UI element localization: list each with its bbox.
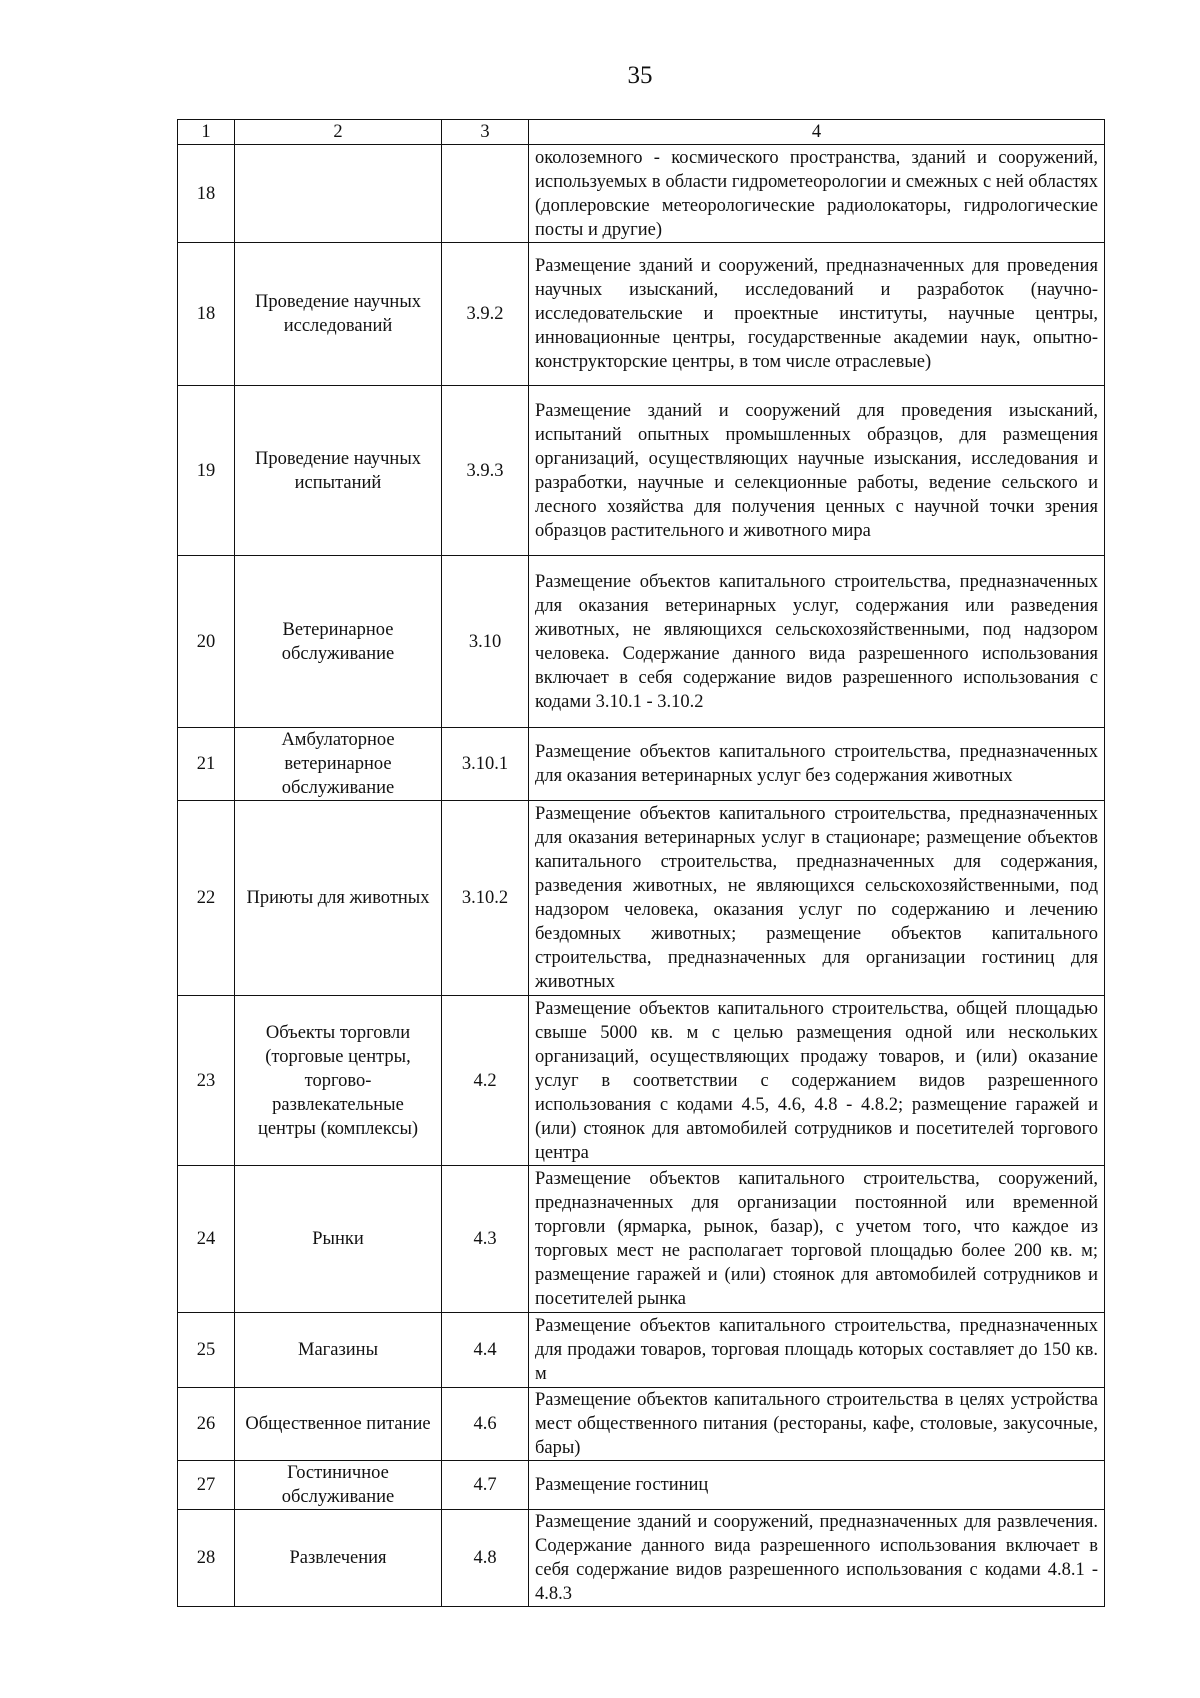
row-description: Размещение зданий и сооружений для проведения изысканий, испытаний опытных промышленных образцов, для размещения организаций, осуществляющих научные изыскания, исследования и разработки, научные и селекционные работы, ведение сельского и лесного хозяйства для получения ценных с научной точки зрения образцов растительного и животного мира (529, 386, 1105, 556)
row-number: 25 (178, 1313, 235, 1388)
table-row (178, 1388, 1105, 1461)
row-description: Размещение гостиниц (529, 1461, 1105, 1510)
row-number: 21 (178, 728, 235, 801)
row-number: 23 (178, 996, 235, 1166)
row-description: Размещение зданий и сооружений, предназначенных для развлечения. Содержание данного вида разрешенного использования включает в себя содержание видов разрешенного использования с кодами 4.8.1 - 4.8.3 (529, 1510, 1105, 1607)
row-name: Магазины (235, 1313, 442, 1388)
row-code: 4.7 (442, 1461, 529, 1510)
row-name: Развлечения (235, 1510, 442, 1607)
table-row (178, 1166, 1105, 1313)
row-code: 4.4 (442, 1313, 529, 1388)
row-number: 20 (178, 556, 235, 728)
row-code: 3.10 (442, 556, 529, 728)
row-description: Размещение зданий и сооружений, предназначенных для проведения научных изысканий, исследований и разработок (научно-исследовательские и проектные институты, научные центры, инновационные центры, государственные академии наук, опытно-конструкторские центры, в том числе отраслевые) (529, 243, 1105, 386)
row-description: Размещение объектов капитального строительства в целях устройства мест общественного питания (рестораны, кафе, столовые, закусочные, бары) (529, 1388, 1105, 1461)
row-number: 28 (178, 1510, 235, 1607)
row-name (235, 145, 442, 243)
row-number: 27 (178, 1461, 235, 1510)
row-code: 4.3 (442, 1166, 529, 1313)
row-code: 3.10.2 (442, 801, 529, 996)
header-cell: 3 (442, 120, 529, 145)
table-row (178, 1313, 1105, 1388)
row-code: 3.9.2 (442, 243, 529, 386)
header-cell: 1 (178, 120, 235, 145)
row-description: околоземного - космического пространства, зданий и сооружений, используемых в области гидрометеорологии и смежных с ней областях (доплеровские метеорологические радиолокаторы, гидрологические посты и другие) (529, 145, 1105, 243)
row-code: 4.8 (442, 1510, 529, 1607)
table-row (178, 1510, 1105, 1607)
row-code: 3.10.1 (442, 728, 529, 801)
table-row (178, 386, 1105, 556)
row-number: 22 (178, 801, 235, 996)
row-description: Размещение объектов капитального строительства, общей площадью свыше 5000 кв. м с целью размещения одной или нескольких организаций, осуществляющих продажу товаров, и (или) оказание услуг в соответствии с содержанием видов разрешенного использования с кодами 4.5, 4.6, 4.8 - 4.8.2; размещение гаражей и (или) стоянок для автомобилей сотрудников и посетителей торгового центра (529, 996, 1105, 1166)
row-code (442, 145, 529, 243)
table-row (178, 728, 1105, 801)
row-name: Ветеринарное обслуживание (235, 556, 442, 728)
table-row (178, 556, 1105, 728)
row-name: Проведение научных испытаний (235, 386, 442, 556)
table-row (178, 801, 1105, 996)
row-number: 18 (178, 145, 235, 243)
table-row (178, 243, 1105, 386)
row-name: Гостиничное обслуживание (235, 1461, 442, 1510)
row-name: Амбулаторное ветеринарное обслуживание (235, 728, 442, 801)
row-name: Проведение научных исследований (235, 243, 442, 386)
header-cell: 4 (529, 120, 1105, 145)
row-number: 24 (178, 1166, 235, 1313)
row-code: 3.9.3 (442, 386, 529, 556)
row-description: Размещение объектов капитального строительства, предназначенных для оказания ветеринарных услуг без содержания животных (529, 728, 1105, 801)
land-use-table (177, 119, 1105, 1607)
row-description: Размещение объектов капитального строительства, сооружений, предназначенных для организации постоянной или временной торговли (ярмарка, рынок, базар), с учетом того, что каждое из торговых мест не располагает торговой площадью более 200 кв. м; размещение гаражей и (или) стоянок для автомобилей сотрудников и посетителей рынка (529, 1166, 1105, 1313)
table-row (178, 996, 1105, 1166)
table-row (178, 145, 1105, 243)
row-description: Размещение объектов капитального строительства, предназначенных для оказания ветеринарных услуг, содержания или разведения животных, не являющихся сельскохозяйственными, под надзором человека. Содержание данного вида разрешенного использования включает в себя содержание видов разрешенного использования с кодами 3.10.1 - 3.10.2 (529, 556, 1105, 728)
row-name: Рынки (235, 1166, 442, 1313)
table-header-row (178, 120, 1105, 145)
row-number: 19 (178, 386, 235, 556)
row-number: 26 (178, 1388, 235, 1461)
row-name: Общественное питание (235, 1388, 442, 1461)
table-row (178, 1461, 1105, 1510)
row-description: Размещение объектов капитального строительства, предназначенных для продажи товаров, торговая площадь которых составляет до 150 кв. м (529, 1313, 1105, 1388)
row-code: 4.2 (442, 996, 529, 1166)
row-name: Приюты для животных (235, 801, 442, 996)
row-name: Объекты торговли (торговые центры, торгово-развлекательные центры (комплексы) (235, 996, 442, 1166)
row-number: 18 (178, 243, 235, 386)
row-code: 4.6 (442, 1388, 529, 1461)
row-description: Размещение объектов капитального строительства, предназначенных для оказания ветеринарных услуг в стационаре; размещение объектов капитального строительства, предназначенных для содержания, разведения животных, не являющихся сельскохозяйственными, под надзором человека, оказания услуг по содержанию и лечению бездомных животных; размещение объектов капитального строительства, предназначенных для организации гостиниц для животных (529, 801, 1105, 996)
header-cell: 2 (235, 120, 442, 145)
page-number: 35 (627, 62, 653, 89)
